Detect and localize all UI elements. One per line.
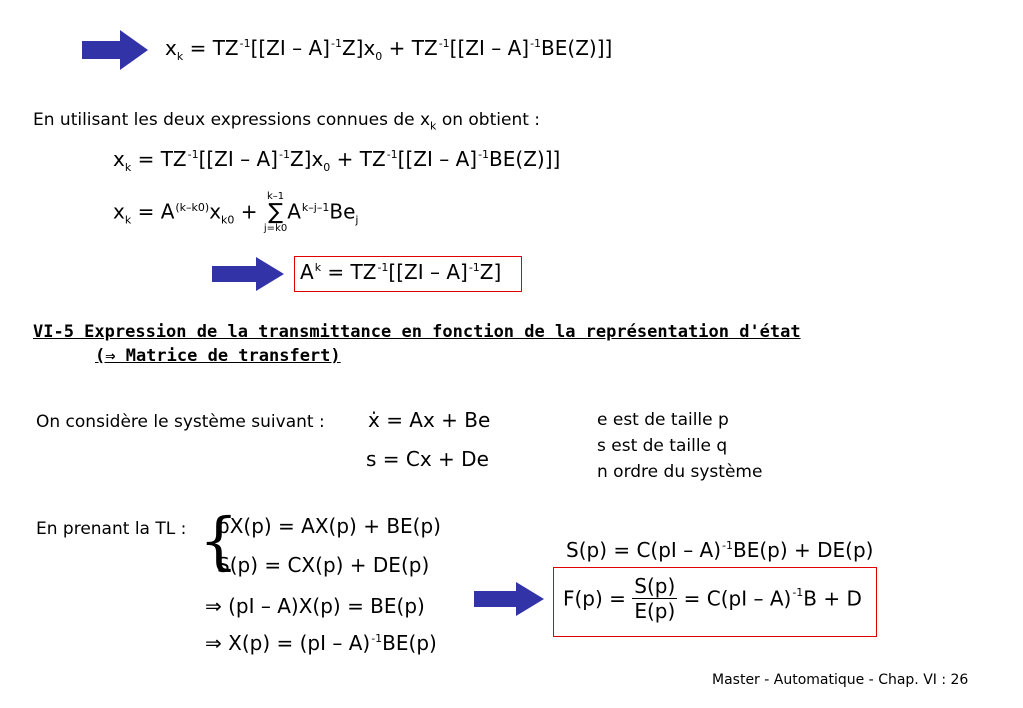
intro-text: En utilisant les deux expressions connues de $x_k$ on obtient : xyxy=(33,110,541,133)
size-n: n ordre du système xyxy=(597,462,763,482)
arrow-right-icon xyxy=(474,582,544,616)
result-sp: S(p) = C(pI – A)$^{-1}$BE(p) + DE(p) xyxy=(566,538,874,562)
fraction: $\frac{S(p)}{E(p)}$ xyxy=(634,574,676,623)
tl-equation-a: pX(p) = AX(p) + BE(p) xyxy=(217,514,441,538)
equation-ak: $A^k = TZ^{-1}[[ZI - A]^{-1}Z]$ xyxy=(300,260,502,284)
sum-operator: k–1 ∑ j=k0 xyxy=(263,191,288,234)
section-heading: VI-5 Expression de la transmittance en fonction de la représentation d'état xyxy=(33,322,801,342)
transfer-function: F(p) = $\frac{S(p)}{E(p)}$ = C(pI – A)$^{-1}$B + D xyxy=(563,574,862,623)
tl-label: En prenant la TL : xyxy=(36,519,187,539)
tl-equation-c: ⇒ (pI – A)X(p) = BE(p) xyxy=(205,594,425,618)
equation-xk-repeat: $x_k = TZ^{-1}[[ZI - A]^{-1}Z]x_0 + TZ^{-1}[[ZI - A]^{-1}BE(Z)]$] xyxy=(113,147,561,174)
equation-xk-top: $x_k = TZ^{-1}[[ZI - A]^{-1}Z]x_0 + TZ^{-1}[[ZI - A]^{-1}BE(Z)]$] xyxy=(165,36,613,63)
arrow-right-icon xyxy=(82,30,148,70)
state-equation: ẋ = Ax + Be xyxy=(368,408,491,432)
arrow-right-icon xyxy=(212,257,284,291)
left-brace: { xyxy=(199,504,239,577)
section-subheading: (⇒ Matrice de transfert) xyxy=(95,346,341,366)
tl-equation-d: ⇒ X(p) = (pI – A)$^{-1}$BE(p) xyxy=(205,631,437,655)
size-s: s est de taille q xyxy=(597,436,728,456)
system-label: On considère le système suivant : xyxy=(36,412,325,432)
size-e: e est de taille p xyxy=(597,410,729,430)
footer: Master - Automatique - Chap. VI : 26 xyxy=(712,672,969,688)
equation-xk-sum: $x_k = A^{(k-k0)}x_{k0}$ + k–1 ∑ j=k0 $A^{k-j-1}Be_j$ xyxy=(113,191,359,234)
output-equation: s = Cx + De xyxy=(366,447,489,471)
tl-equation-b: S(p) = CX(p) + DE(p) xyxy=(217,553,430,577)
